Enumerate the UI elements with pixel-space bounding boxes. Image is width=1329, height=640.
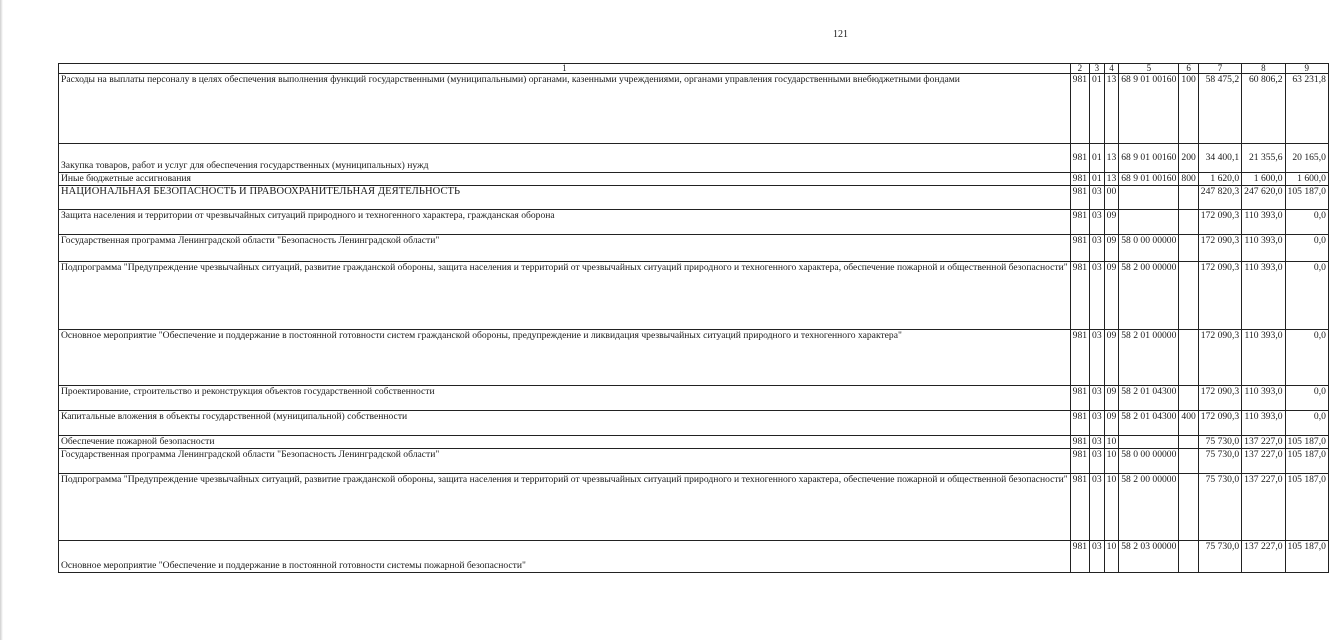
subsection-code: 13 [1104,74,1119,144]
subsection-code: 09 [1104,411,1119,436]
row-name: Обеспечение пожарной безопасности [59,436,1071,449]
section-code: 03 [1090,411,1105,436]
amount-year-2: 110 393,0 [1242,330,1285,386]
target-article-code: 68 9 01 00160 [1119,173,1179,186]
amount-year-1: 247 820,3 [1198,186,1241,210]
table-row [59,330,1329,386]
section-code: 03 [1090,449,1105,474]
header-row [59,64,1329,74]
ministry-code: 981 [1070,411,1089,436]
subsection-code: 10 [1104,436,1119,449]
target-article-code: 58 2 03 00000 [1119,541,1179,573]
amount-year-2: 110 393,0 [1242,386,1285,411]
column-header: 5 [1119,64,1179,74]
amount-year-1: 75 730,0 [1198,449,1241,474]
amount-year-1: 172 090,3 [1198,330,1241,386]
amount-year-1: 75 730,0 [1198,541,1241,573]
column-header: 7 [1198,64,1241,74]
column-header: 9 [1285,64,1328,74]
table-row [59,186,1329,210]
target-article-code: 58 2 00 00000 [1119,474,1179,541]
amount-year-2: 21 355,6 [1242,144,1285,173]
target-article-code: 58 2 01 04300 [1119,411,1179,436]
table-row [59,173,1329,186]
target-article-code: 68 9 01 00160 [1119,144,1179,173]
section-code: 03 [1090,186,1105,210]
ministry-code: 981 [1070,436,1089,449]
expense-type-code [1179,330,1198,386]
target-article-code [1119,186,1179,210]
target-article-code [1119,436,1179,449]
subsection-code: 09 [1104,210,1119,235]
row-name: Защита населения и территории от чрезвычайных ситуаций природного и техногенного характера, гражданская оборона [59,210,1071,235]
amount-year-2: 137 227,0 [1242,474,1285,541]
amount-year-3: 105 187,0 [1285,186,1328,210]
table-row [59,144,1329,173]
subsection-code: 09 [1104,330,1119,386]
expense-type-code [1179,541,1198,573]
row-name: Подпрограмма "Предупреждение чрезвычайных ситуаций, развитие гражданской обороны, защита населения и территорий от чрезвычайных ситуаций природного и техногенного характера, обеспечение пожарной и общественной безопасности" [59,262,1071,330]
amount-year-3: 1 600,0 [1285,173,1328,186]
amount-year-3: 105 187,0 [1285,449,1328,474]
section-code: 03 [1090,474,1105,541]
table-row [59,262,1329,330]
section-code: 03 [1090,235,1105,262]
amount-year-1: 172 090,3 [1198,386,1241,411]
section-code: 03 [1090,330,1105,386]
amount-year-2: 110 393,0 [1242,210,1285,235]
amount-year-2: 110 393,0 [1242,411,1285,436]
target-article-code: 58 2 01 00000 [1119,330,1179,386]
ministry-code: 981 [1070,449,1089,474]
ministry-code: 981 [1070,386,1089,411]
expense-type-code [1179,386,1198,411]
column-header: 1 [59,64,1071,74]
column-header: 2 [1070,64,1089,74]
amount-year-1: 172 090,3 [1198,210,1241,235]
column-header: 8 [1242,64,1285,74]
target-article-code: 58 2 00 00000 [1119,262,1179,330]
row-name: Основное мероприятие "Обеспечение и поддержание в постоянной готовности систем гражданской обороны, предупреждение и ликвидация чрезвычайных ситуаций природного и техногенного характера" [59,330,1071,386]
expense-type-code [1179,262,1198,330]
target-article-code: 58 0 00 00000 [1119,449,1179,474]
amount-year-1: 172 090,3 [1198,235,1241,262]
amount-year-2: 1 600,0 [1242,173,1285,186]
section-code: 01 [1090,173,1105,186]
subsection-code: 09 [1104,262,1119,330]
table-row [59,386,1329,411]
table-row [59,210,1329,235]
amount-year-1: 75 730,0 [1198,436,1241,449]
amount-year-1: 58 475,2 [1198,74,1241,144]
column-header: 3 [1090,64,1105,74]
ministry-code: 981 [1070,144,1089,173]
amount-year-1: 75 730,0 [1198,474,1241,541]
expense-type-code [1179,235,1198,262]
amount-year-2: 110 393,0 [1242,262,1285,330]
ministry-code: 981 [1070,210,1089,235]
amount-year-3: 0,0 [1285,262,1328,330]
subsection-code: 13 [1104,144,1119,173]
row-name: Расходы на выплаты персоналу в целях обеспечения выполнения функций государственными (муниципальными) органами, казенными учреждениями, органами управления государственными внебюджетными фондами [59,74,1071,144]
amount-year-3: 63 231,8 [1285,74,1328,144]
target-article-code [1119,210,1179,235]
section-code: 03 [1090,386,1105,411]
amount-year-3: 0,0 [1285,235,1328,262]
amount-year-3: 105 187,0 [1285,541,1328,573]
ministry-code: 981 [1070,74,1089,144]
amount-year-3: 0,0 [1285,210,1328,235]
section-code: 01 [1090,74,1105,144]
amount-year-1: 172 090,3 [1198,411,1241,436]
subsection-code: 00 [1104,186,1119,210]
expense-type-code [1179,474,1198,541]
target-article-code: 58 0 00 00000 [1119,235,1179,262]
column-header: 6 [1179,64,1198,74]
amount-year-3: 20 165,0 [1285,144,1328,173]
ministry-code: 981 [1070,541,1089,573]
expense-type-code [1179,210,1198,235]
page-number: 121 [833,29,848,40]
amount-year-3: 0,0 [1285,411,1328,436]
amount-year-1: 34 400,1 [1198,144,1241,173]
row-name: Государственная программа Ленинградской области "Безопасность Ленинградской области" [59,449,1071,474]
row-name: НАЦИОНАЛЬНАЯ БЕЗОПАСНОСТЬ И ПРАВООХРАНИТЕЛЬНАЯ ДЕЯТЕЛЬНОСТЬ [59,186,1071,210]
section-code: 03 [1090,541,1105,573]
amount-year-3: 105 187,0 [1285,474,1328,541]
amount-year-2: 60 806,2 [1242,74,1285,144]
amount-year-2: 137 227,0 [1242,436,1285,449]
section-code: 03 [1090,436,1105,449]
table-row [59,411,1329,436]
row-name: Подпрограмма "Предупреждение чрезвычайных ситуаций, развитие гражданской обороны, защита населения и территорий от чрезвычайных ситуаций природного и техногенного характера, обеспечение пожарной и общественной безопасности" [59,474,1071,541]
subsection-code: 09 [1104,386,1119,411]
subsection-code: 13 [1104,173,1119,186]
target-article-code: 68 9 01 00160 [1119,74,1179,144]
amount-year-2: 247 620,0 [1242,186,1285,210]
row-name: Проектирование, строительство и реконструкция объектов государственной собственности [59,386,1071,411]
section-code: 03 [1090,262,1105,330]
amount-year-3: 0,0 [1285,330,1328,386]
table-row [59,436,1329,449]
amount-year-3: 0,0 [1285,386,1328,411]
target-article-code: 58 2 01 04300 [1119,386,1179,411]
expense-type-code [1179,186,1198,210]
ministry-code: 981 [1070,173,1089,186]
ministry-code: 981 [1070,474,1089,541]
subsection-code: 10 [1104,474,1119,541]
budget-table [58,63,1329,573]
amount-year-3: 105 187,0 [1285,436,1328,449]
expense-type-code: 100 [1179,74,1198,144]
expense-type-code: 400 [1179,411,1198,436]
table-row [59,474,1329,541]
table-row [59,235,1329,262]
table-row [59,449,1329,474]
subsection-code: 10 [1104,541,1119,573]
expense-type-code: 800 [1179,173,1198,186]
expense-type-code: 200 [1179,144,1198,173]
column-header: 4 [1104,64,1119,74]
ministry-code: 981 [1070,262,1089,330]
amount-year-2: 110 393,0 [1242,235,1285,262]
subsection-code: 10 [1104,449,1119,474]
row-name: Иные бюджетные ассигнования [59,173,1071,186]
subsection-code: 09 [1104,235,1119,262]
table-row [59,74,1329,144]
amount-year-1: 172 090,3 [1198,262,1241,330]
table-row [59,541,1329,573]
row-name: Капитальные вложения в объекты государственной (муниципальной) собственности [59,411,1071,436]
ministry-code: 981 [1070,186,1089,210]
amount-year-2: 137 227,0 [1242,541,1285,573]
section-code: 03 [1090,210,1105,235]
amount-year-1: 1 620,0 [1198,173,1241,186]
expense-type-code [1179,436,1198,449]
row-name: Государственная программа Ленинградской области "Безопасность Ленинградской области" [59,235,1071,262]
expense-type-code [1179,449,1198,474]
row-name: Основное мероприятие "Обеспечение и поддержание в постоянной готовности системы пожарной безопасности" [59,541,1071,573]
ministry-code: 981 [1070,330,1089,386]
row-name: Закупка товаров, работ и услуг для обеспечения государственных (муниципальных) нужд [59,144,1071,173]
amount-year-2: 137 227,0 [1242,449,1285,474]
scan-edge-shadow [0,0,3,640]
ministry-code: 981 [1070,235,1089,262]
section-code: 01 [1090,144,1105,173]
